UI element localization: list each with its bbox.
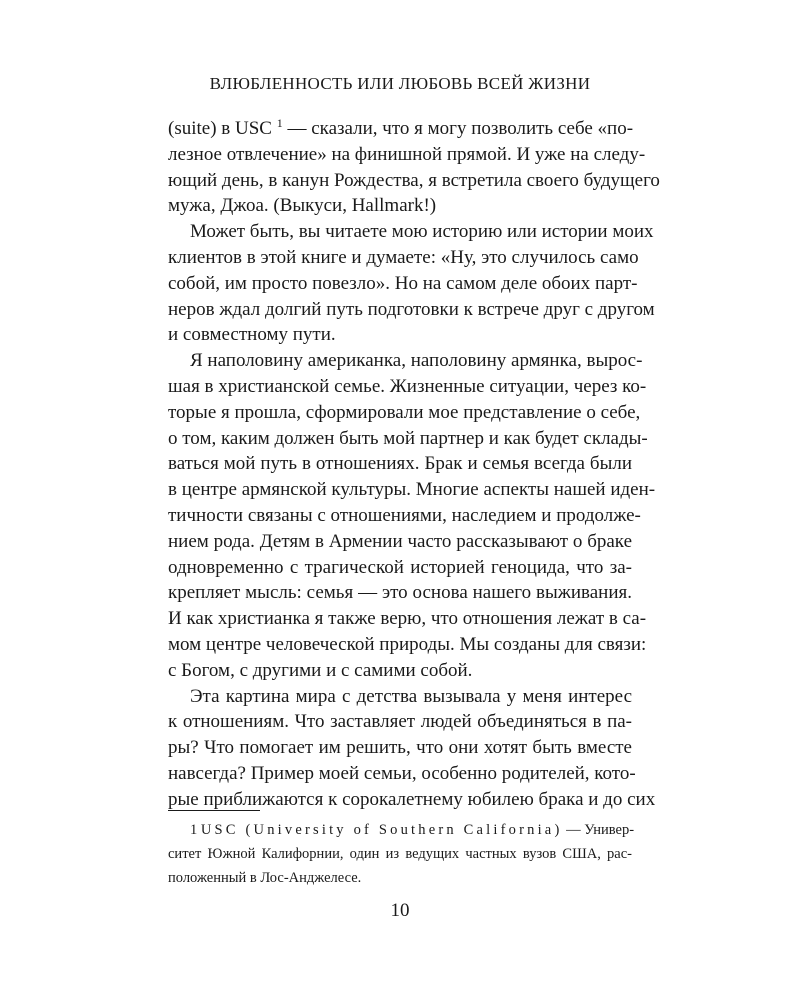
text-line: ваться мой путь в отношениях. Брак и семья всегда были	[168, 453, 632, 475]
text-line: с Богом, с другими и с самими собой.	[168, 659, 473, 681]
text-line: И как христианка я также верю, что отношения лежат в са-	[168, 608, 647, 630]
footnote-reference[interactable]: 1	[276, 116, 283, 130]
footnote-term: USC (University of Southern California)	[200, 822, 563, 838]
text-line: рые приближаются к сорокалетнему юбилею брака и до сих	[168, 788, 656, 810]
text-line: мом центре человеческой природы. Мы созданы для связи:	[168, 633, 647, 655]
text-line: и совместному пути.	[168, 324, 336, 346]
text-line: собой, им просто повезло». Но на самом деле обоих парт-	[168, 272, 638, 294]
text-line	[168, 116, 632, 142]
footnote-divider	[168, 810, 260, 811]
text-line: торые я прошла, сформировали мое представление о себе,	[168, 401, 641, 423]
text-fragment: (suite) в USC	[168, 118, 272, 139]
text-line: Эта картина мира с детства вызывала у меня интерес	[190, 685, 632, 707]
text-line: тичности связаны с отношениями, наследием и продолже-	[168, 504, 641, 526]
text-line: лезное отвлечение» на финишной прямой. И уже на следу-	[168, 143, 646, 165]
text-line: шая в христианской семье. Жизненные ситуации, через ко-	[168, 375, 647, 397]
book-page	[168, 0, 660, 1000]
text-line: навсегда? Пример моей семьи, особенно родителей, кото-	[168, 762, 636, 784]
running-head: ВЛЮБЛЕННОСТЬ ИЛИ ЛЮБОВЬ ВСЕЙ ЖИЗНИ	[209, 74, 591, 93]
text-line: о том, каким должен быть мой партнер и как будет склады-	[168, 427, 648, 449]
footnote-text: — Универ-	[562, 822, 635, 838]
footnote-marker: 1	[190, 822, 198, 838]
text-fragment: — сказали, что я могу позволить себе «по-	[282, 118, 634, 139]
text-line: нием рода. Детям в Армении часто рассказывают о браке	[168, 530, 632, 552]
body-text	[168, 116, 660, 813]
text-line: в центре армянской культуры. Многие аспекты нашей иден-	[168, 479, 656, 501]
footnote	[168, 818, 635, 890]
text-line: ры? Что помогает им решить, что они хотят быть вместе	[168, 737, 632, 759]
text-line: Может быть, вы читаете мою историю или истории моих	[190, 221, 654, 243]
text-line: крепляет мысль: семья — это основа нашего выживания.	[168, 582, 632, 604]
footnote-line	[168, 818, 635, 842]
text-line: ющий день, в канун Рождества, я встретила своего будущего	[168, 169, 660, 191]
text-line: к отношениям. Что заставляет людей объединяться в па-	[168, 711, 632, 733]
text-line: одновременно с трагической историей геноцида, что за-	[168, 556, 632, 578]
text-line: клиентов в этой книге и думаете: «Ну, это случилось само	[168, 246, 639, 268]
text-line: неров ждал долгий путь подготовки к встрече друг с другом	[168, 298, 655, 320]
text-line: мужа, Джоа. (Выкуси, Hallmark!)	[168, 195, 437, 217]
footnote-line: ситет Южной Калифорнии, один из ведущих частных вузов США, рас-	[168, 846, 632, 862]
footnote-line: положенный в Лос-Анджелесе.	[168, 870, 362, 886]
page-number: 10	[390, 900, 410, 921]
text-line: Я наполовину американка, наполовину армянка, вырос-	[190, 350, 643, 372]
